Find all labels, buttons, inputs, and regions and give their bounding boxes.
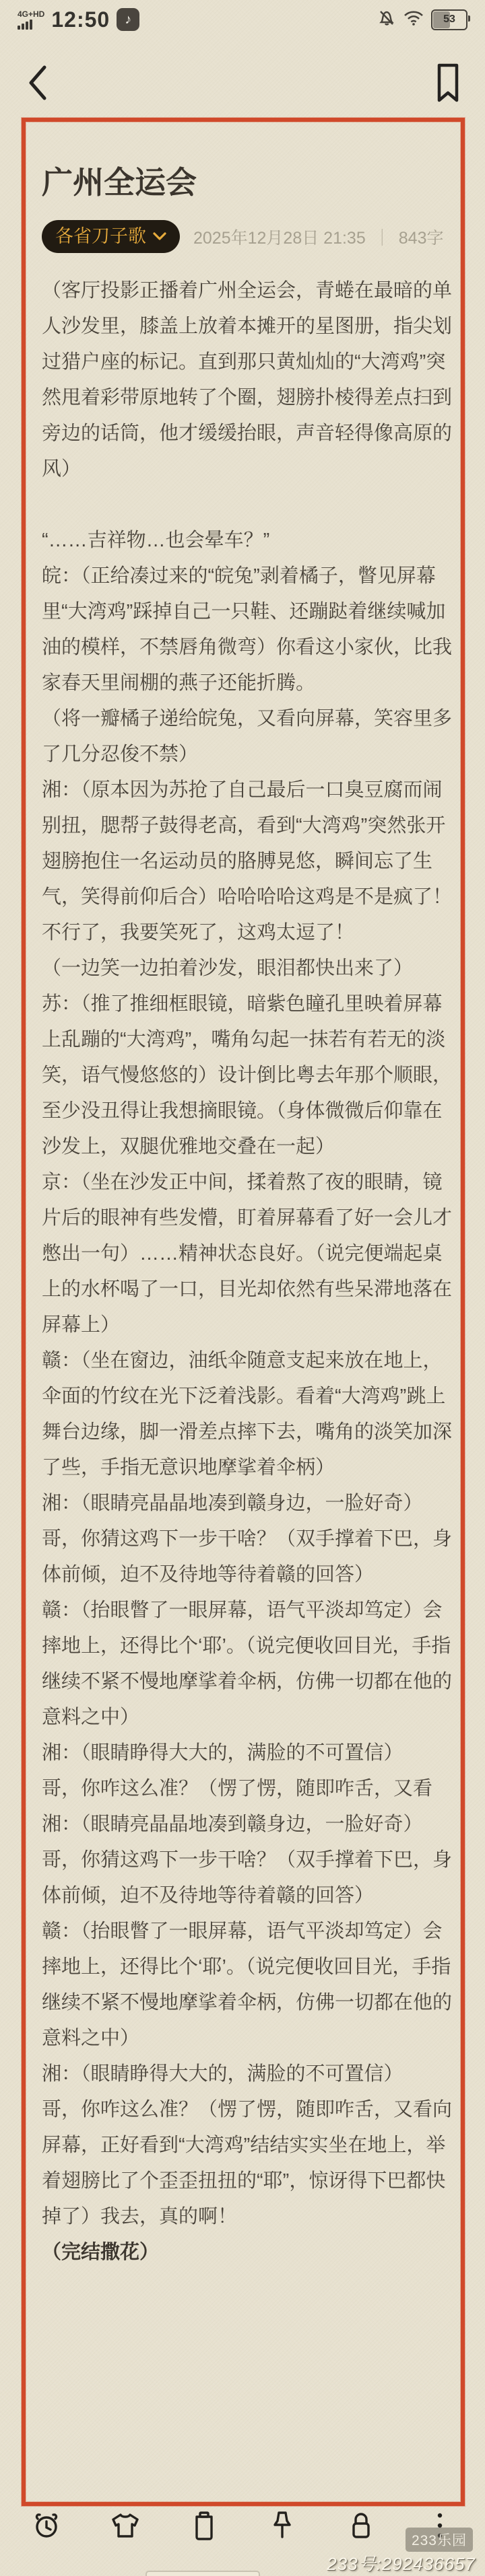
article-frame <box>22 118 465 2506</box>
alarm-clock-icon[interactable] <box>31 2510 62 2541</box>
network-type-label: 4G+HD <box>18 9 45 19</box>
article-paragraph: 赣：（抬眼瞥了一眼屏幕，语气平淡却笃定）会摔地上，还得比个‘耶’。（说完便收回目光，手指继续不紧不慢地摩挲着伞柄，仿佛一切都在他的意料之中） <box>42 1600 453 1728</box>
article-paragraph: 哥，你咋这么准？（愣了愣，随即咋舌，又看向屏幕，正好看到“大湾鸡”结结实实坐在地上，举着翅膀比了个歪歪扭扭的“耶”，惊讶得下巴都快掉了）我去，真的啊！ <box>42 2099 453 2227</box>
cell-signal-icon <box>18 10 44 30</box>
trash-icon[interactable] <box>189 2510 220 2541</box>
meta-separator: ｜ <box>373 228 391 248</box>
article-paragraph: 湘：（眼睛睁得大大的，满脸的不可置信） <box>42 2063 403 2085</box>
tag-label: 各省刀子歌 <box>55 226 146 246</box>
status-left <box>18 7 139 32</box>
watermark-badge: 233乐园 <box>406 2528 473 2552</box>
article-paragraph: （将一瓣橘子递给皖兔，又看向屏幕，笑容里多了几分忍俊不禁） <box>42 708 453 765</box>
article-paragraph: 赣：（坐在窗边，油纸伞随意支起来放在地上，伞面的竹纹在光下泛着浅影。看着“大湾鸡”跳上舞台边缘，脚一滑差点摔下去，嘴角的淡笑加深了些，手指无意识地摩挲着伞柄） <box>42 1350 453 1478</box>
article-paragraph: 湘：（原本因为苏抢了自己最后一口臭豆腐而闹别扭，腮帮子鼓得老高，看到“大湾鸡”突然张开翅膀抱住一名运动员的胳膊晃悠，瞬间忘了生气，笑得前仰后合）哈哈哈哈这鸡是不是疯了！不行了，我要笑死了，这鸡太逗了！ <box>42 779 453 943</box>
bell-muted-icon <box>377 9 396 31</box>
status-bar <box>0 4 485 35</box>
article-paragraph: 湘：（眼睛亮晶晶地凑到赣身边，一脸好奇）哥，你猜这鸡下一步干啥？（双手撑着下巴，身体前倾，迫不及待地等待着赣的回答） <box>42 1814 453 1906</box>
article-paragraph: 哥，你咋这么准？（愣了愣，随即咋舌，又看 <box>42 1778 433 1799</box>
watermark-id: 233号:292436657 <box>327 2554 476 2574</box>
article-paragraph: （一边笑一边拍着沙发，眼泪都快出来了） <box>42 958 414 979</box>
page-title: 广州全运会 <box>42 165 197 200</box>
article-paragraph: 皖：（正给凑过来的“皖兔”剥着橘子，瞥见屏幕里“大湾鸡”踩掉自己一只鞋、还蹦跶着继续喊加油的模样，不禁唇角微弯）你看这小家伙，比我家春天里闹棚的燕子还能折腾。 <box>42 565 453 694</box>
article-paragraph <box>42 487 454 523</box>
article-paragraph: 湘：（眼睛亮晶晶地凑到赣身边，一脸好奇）哥，你猜这鸡下一步干啥？（双手撑着下巴，身体前倾，迫不及待地等待着赣的回答） <box>42 1493 453 1585</box>
status-right <box>377 9 467 31</box>
article-body <box>42 273 454 2270</box>
publish-date: 2025年12月28日 21:35 <box>193 228 366 248</box>
bookmark-button[interactable] <box>434 62 462 104</box>
lock-icon[interactable] <box>346 2510 377 2541</box>
date-wordcount <box>193 225 443 249</box>
shirt-icon[interactable] <box>110 2510 141 2541</box>
article-paragraph: 赣：（抬眼瞥了一眼屏幕，语气平淡却笃定）会摔地上，还得比个‘耶’。（说完便收回目光，手指继续不紧不慢地摩挲着伞柄，仿佛一切都在他的意料之中） <box>42 1921 453 2049</box>
battery-percent: 53 <box>443 13 455 25</box>
chevron-down-icon <box>153 232 166 241</box>
pin-icon[interactable] <box>267 2510 298 2541</box>
article-paragraph: 苏：（推了推细框眼镜，暗紫色瞳孔里映着屏幕上乱蹦的“大湾鸡”，嘴角勾起一抹若有若无的淡笑，语气慢悠悠的）设计倒比粤去年那个顺眼，至少没丑得让我想摘眼镜。（身体微微后仰靠在沙发上，双腿优雅地交叠在一起） <box>42 993 453 1157</box>
article-paragraph: 湘：（眼睛睁得大大的，满脸的不可置信） <box>42 1742 403 1764</box>
nav-bar <box>0 57 485 109</box>
tag-dropdown-button[interactable] <box>42 220 180 253</box>
article-ending-line: （完结撒花） <box>42 2242 160 2263</box>
home-indicator <box>146 2571 260 2576</box>
back-button[interactable] <box>23 62 54 104</box>
article-paragraph: “……吉祥物…也会晕车？” <box>42 530 270 551</box>
battery-icon <box>431 9 467 30</box>
music-note-app-icon[interactable]: ♪ <box>117 8 139 31</box>
article-meta <box>42 220 454 253</box>
word-count: 843字 <box>398 228 444 248</box>
article-paragraph: 京：（坐在沙发正中间，揉着熬了夜的眼睛，镜片后的眼神有些发懵，盯着屏幕看了好一会儿才憋出一句）……精神状态良好。（说完便端起桌上的水杯喝了一口，目光却依然有些呆滞地落在屏幕上） <box>42 1172 453 1336</box>
article-paragraph: （客厅投影正播着广州全运会，青蜷在最暗的单人沙发里，膝盖上放着本摊开的星图册，指尖划过猎户座的标记。直到那只黄灿灿的“大湾鸡”突然甩着彩带原地转了个圈，翅膀扑棱得差点扫到旁边的话筒，他才缓缓抬眼，声音轻得像高原的风） <box>42 280 453 480</box>
wifi-icon <box>403 9 424 31</box>
clock-time: 12:50 <box>51 7 110 32</box>
